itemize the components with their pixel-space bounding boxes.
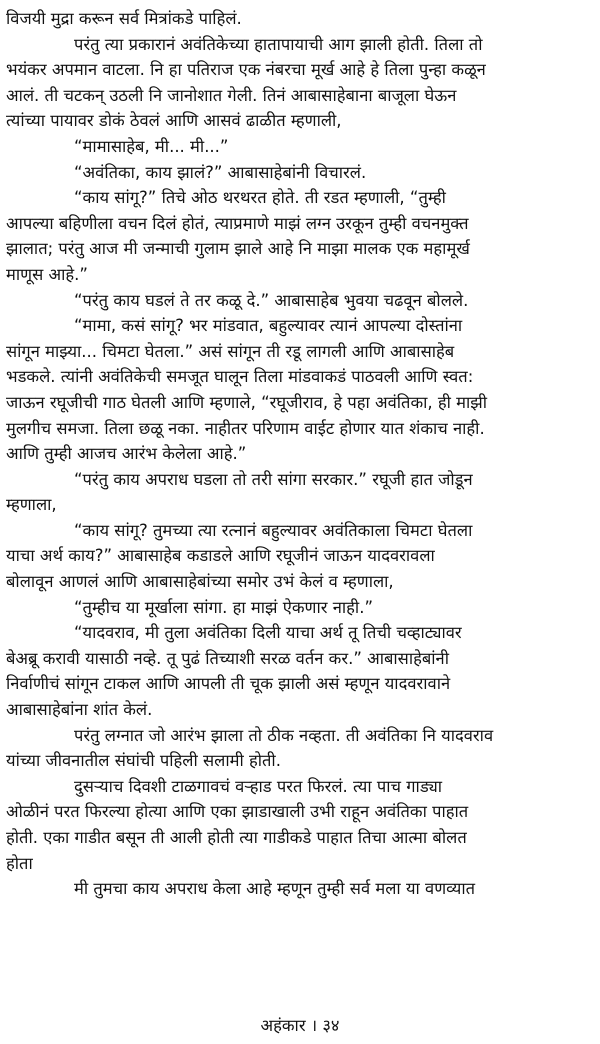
text-line: आपल्या बहिणीला वचन दिलं होतं, त्याप्रमाणे माझं लग्न उरकून तुम्ही वचनमुक्त (6, 213, 469, 233)
text-line: आलं. ती चटकन् उठली नि जानोशात गेली. तिनं आबासाहेबाना बाजूला घेऊन (6, 85, 457, 105)
text-line: भयंकर अपमान वाटला. नि हा पतिराज एक नंबरचा मूर्ख आहे हे तिला पुन्हा कळून (6, 60, 486, 80)
text-line: “परंतु काय अपराध घडला तो तरी सांगा सरकार.” रघूजी हात जोडून (74, 469, 473, 489)
text-line: “तुम्हीच या मूर्खाला सांगा. हा माझं ऐकणार नाही.” (74, 597, 373, 617)
page-footer: अहंकार । ३४ (260, 1016, 340, 1035)
text-line: ओळीनं परत फिरल्या होत्या आणि एका झाडाखाली उभी राहून अवंतिका पाहात (6, 802, 469, 822)
book-page (6, 6, 590, 1006)
text-line: होता (6, 853, 33, 873)
text-line: यांच्या जीवनातील संघांची पहिली सलामी होती. (6, 751, 281, 771)
text-line: “अवंतिका, काय झालं?” आबासाहेबांनी विचारलं. (74, 162, 367, 182)
text-line: परंतु लग्नात जो आरंभ झाला तो ठीक नव्हता. ती अवंतिका नि यादवराव (74, 725, 494, 745)
text-line: “मामा, कसं सांगू? भर मांडवात, बहुल्यावर त्यानं आपल्या दोस्तांना (74, 316, 463, 336)
text-line: मुलगीच समजा. तिला छळू नका. नाहीतर परिणाम वाईट होणार यात शंकाच नाही. (6, 418, 485, 438)
text-line: भडकले. त्यांनी अवंतिकेची समजूत घालून तिला मांडवाकडं पाठवली आणि स्वत: (6, 367, 474, 387)
text-line: सांगून माझ्या... चिमटा घेतला.” असं सांगून ती रडू लागली आणि आबासाहेब (6, 341, 455, 361)
text-line: दुसऱ्याच दिवशी टाळगावचं वऱ्हाड परत फिरलं. त्या पाच गाड्या (74, 776, 443, 796)
text-line: “यादवराव, मी तुला अवंतिका दिली याचा अर्थ तू तिची चव्हाट्यावर (74, 623, 462, 643)
text-line: “काय सांगू?” तिचे ओठ थरथरत होते. ती रडत म्हणाली, “तुम्ही (74, 188, 446, 208)
text-line: निर्वाणीचं सांगून टाकल आणि आपली ती चूक झाली असं म्हणून यादवरावाने (6, 674, 451, 694)
text-line: “परंतु काय घडलं ते तर कळू दे.” आबासाहेब भुवया चढवून बोलले. (74, 290, 469, 310)
text-line: “मामासाहेब, मी... मी...” (74, 136, 229, 156)
text-line: मी तुमचा काय अपराध केला आहे म्हणून तुम्ही सर्व मला या वणव्यात (74, 879, 476, 899)
text-line: जाऊन रघूजीची गाठ घेतली आणि म्हणाले, “रघूजीराव, हे पहा अवंतिका, ही माझी (6, 392, 488, 412)
text-line: आबासाहेबांना शांत केलं. (6, 700, 153, 720)
text-line: माणूस आहे.” (6, 264, 88, 284)
text-line: बोलावून आणलं आणि आबासाहेबांच्या समोर उभं केलं व म्हणाला, (6, 572, 394, 592)
text-line: बेअब्रू करावी यासाठी नव्हे. तू पुढं तिच्याशी सरळ वर्तन कर.” आबासाहेबांनी (6, 648, 449, 668)
text-line: होती. एका गाडीत बसून ती आली होती त्या गाडीकडे पाहात तिचा आत्मा बोलत (6, 828, 467, 847)
text-line: त्यांच्या पायावर डोकं ठेवलं आणि आसवं ढाळीत म्हणाली, (6, 111, 342, 131)
text-line: “काय सांगू? तुमच्या त्या रत्नानं बहुल्यावर अवंतिकाला चिमटा घेतला (74, 520, 473, 540)
text-line: विजयी मुद्रा करून सर्व मित्रांकडे पाहिलं. (6, 9, 242, 28)
text-line: झालात; परंतु आज मी जन्माची गुलाम झाले आहे नि माझा मालक एक महामूर्ख (6, 239, 470, 259)
text-line: आणि तुम्ही आजच आरंभ केलेला आहे.” (6, 444, 247, 464)
text-line: याचा अर्थ काय?” आबासाहेब कडाडले आणि रघूजीनं जाऊन यादवरावला (6, 546, 435, 566)
text-line: म्हणाला, (6, 495, 57, 515)
text-line: परंतु त्या प्रकारानं अवंतिकेच्या हातापायाची आग झाली होती. तिला तो (74, 34, 483, 54)
